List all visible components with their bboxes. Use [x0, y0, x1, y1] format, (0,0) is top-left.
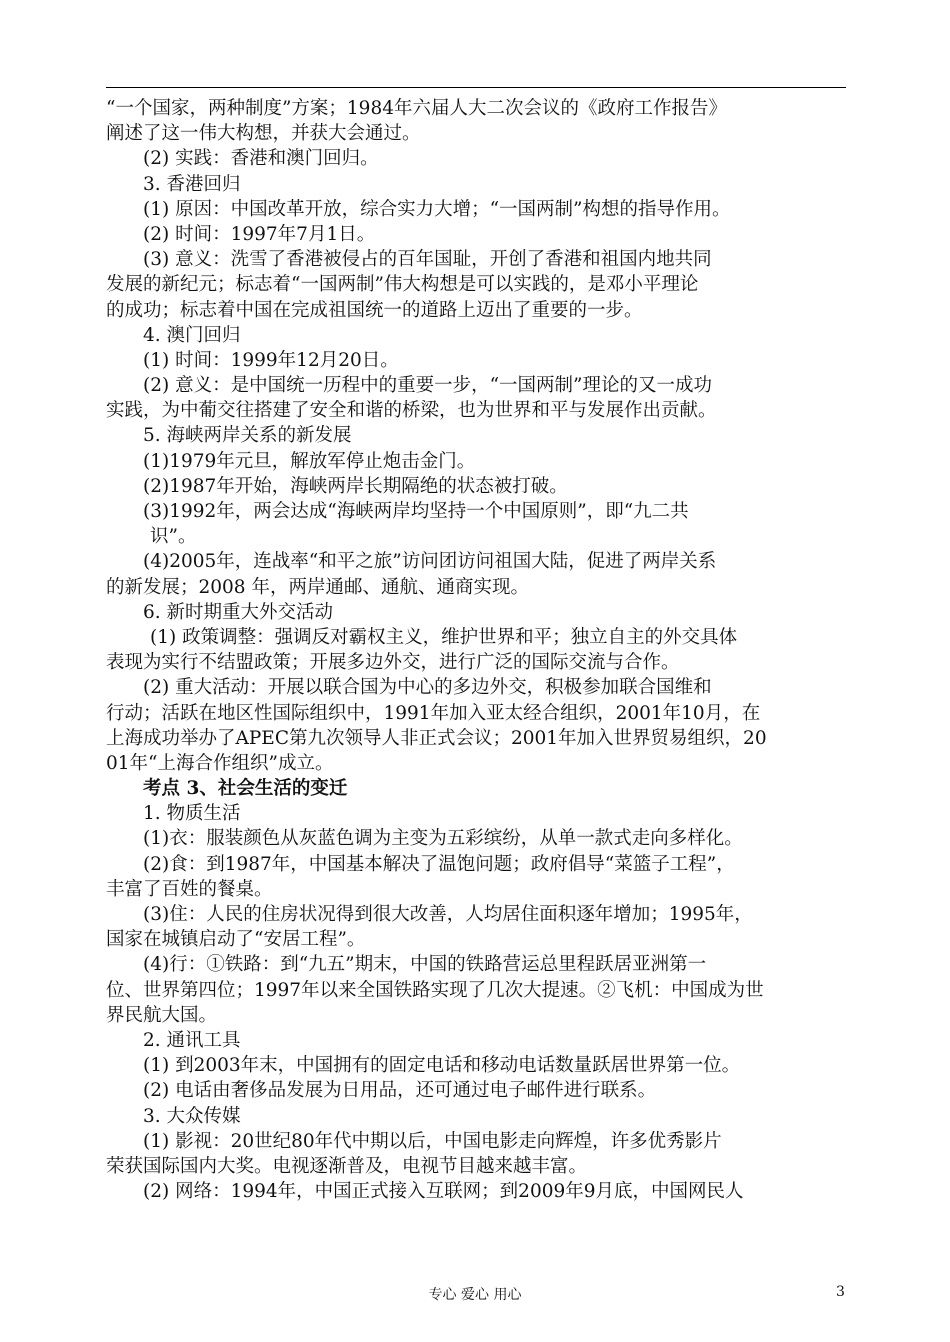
- section-heading: 3. 香港回归: [143, 173, 241, 195]
- text-line: (2) 实践：香港和澳门回归。: [143, 148, 379, 170]
- text-line: (2)1987年开始，海峡两岸长期隔绝的状态被打破。: [143, 475, 568, 497]
- text-line: (2)食：到1987年，中国基本解决了温饱问题；政府倡导“菜篮子工程”，: [143, 853, 735, 875]
- text-line: 位、世界第四位；1997年以来全国铁路实现了几次大提速。②飞机：中国成为世: [106, 979, 764, 1001]
- text-line: 上海成功举办了APEC第九次领导人非正式会议；2001年加入世界贸易组织，20: [106, 727, 767, 749]
- text-line: 丰富了百姓的餐桌。: [106, 878, 273, 900]
- text-line: 的新发展；2008 年，两岸通邮、通航、通商实现。: [106, 576, 529, 598]
- topic-heading: 考点 3、社会生活的变迁: [143, 778, 348, 800]
- text-line: 行动；活跃在地区性国际组织中，1991年加入亚太经合组织，2001年10月，在: [106, 702, 761, 724]
- section-heading: 4. 澳门回归: [143, 324, 241, 346]
- text-line: (2) 网络：1994年，中国正式接入互联网；到2009年9月底，中国网民人: [143, 1181, 744, 1203]
- page-body: [106, 96, 850, 1204]
- text-line: (2) 重大活动：开展以联合国为中心的多边外交，积极参加联合国维和: [143, 677, 712, 699]
- text-line: (3)住：人民的住房状况得到很大改善，人均居住面积逐年增加；1995年，: [143, 904, 753, 925]
- section-heading: 1. 物质生活: [143, 803, 241, 825]
- text-line: (1)衣：服装颜色从灰蓝色调为主变为五彩缤纷，从单一款式走向多样化。: [143, 828, 743, 850]
- text-line: 实践，为中葡交往搭建了安全和谐的桥梁，也为世界和平与发展作出贡献。: [106, 400, 717, 422]
- text-line: 01年“上海合作组织”成立。: [106, 752, 334, 774]
- text-line: 的成功；标志着中国在完成祖国统一的道路上迈出了重要的一步。: [106, 299, 643, 321]
- text-line: “一个国家，两种制度”方案；1984年六届人大二次会议的《政府工作报告》: [106, 98, 727, 119]
- text-line: (2) 意义：是中国统一历程中的重要一步，“一国两制”理论的又一成功: [143, 375, 713, 397]
- text-line: (1)1979年元旦，解放军停止炮击金门。: [143, 450, 476, 472]
- footer-motto: 专心 爱心 用心: [428, 1287, 522, 1303]
- text-line: (1) 影视：20世纪80年代中期以后，中国电影走向辉煌，许多优秀影片: [143, 1130, 722, 1152]
- text-line: (1) 原因：中国改革开放，综合实力大增；“一国两制”构想的指导作用。: [143, 198, 731, 220]
- text-line: (4)2005年，连战率“和平之旅”访问团访问祖国大陆，促进了两岸关系: [143, 551, 717, 573]
- page-footer: [0, 1284, 950, 1306]
- text-line: (2) 时间：1997年7月1日。: [143, 223, 376, 245]
- section-heading: 5. 海峡两岸关系的新发展: [143, 425, 352, 447]
- text-line: (2) 电话由奢侈品发展为日用品，还可通过电子邮件进行联系。: [143, 1080, 657, 1102]
- text-line: (3)1992年，两会达成“海峡两岸均坚持一个中国原则”，即“九二共: [143, 501, 689, 522]
- text-line: 表现为实行不结盟政策；开展多边外交，进行广泛的国际交流与合作。: [106, 652, 680, 674]
- section-heading: 3. 大众传媒: [143, 1105, 241, 1127]
- text-line: 界民航大国。: [106, 1004, 218, 1026]
- text-line: 荣获国际国内大奖。电视逐渐普及，电视节目越来越丰富。: [106, 1155, 588, 1177]
- text-line: 识”。: [150, 526, 197, 548]
- section-heading: 6. 新时期重大外交活动: [143, 601, 334, 623]
- text-line: (3) 意义：洗雪了香港被侵占的百年国耻，开创了香港和祖国内地共同: [143, 249, 712, 271]
- text-line: 国家在城镇启动了“安居工程”。: [106, 929, 366, 951]
- text-line: (1) 时间：1999年12月20日。: [143, 349, 399, 371]
- text-line: (1) 政策调整：强调反对霸权主义，维护世界和平；独立自主的外交具体: [150, 626, 738, 648]
- header-rule: [106, 87, 846, 88]
- text-line: (4)行：①铁路：到“九五”期末，中国的铁路营运总里程跃居亚洲第一: [143, 954, 707, 976]
- section-heading: 2. 通讯工具: [143, 1029, 241, 1051]
- text-line: 发展的新纪元；标志着“一国两制”伟大构想是可以实践的，是邓小平理论: [106, 274, 699, 296]
- text-line: (1) 到2003年末，中国拥有的固定电话和移动电话数量跃居世界第一位。: [143, 1055, 741, 1077]
- page-number: 3: [836, 1284, 845, 1300]
- text-line: 阐述了这一伟大构想，并获大会通过。: [106, 123, 421, 145]
